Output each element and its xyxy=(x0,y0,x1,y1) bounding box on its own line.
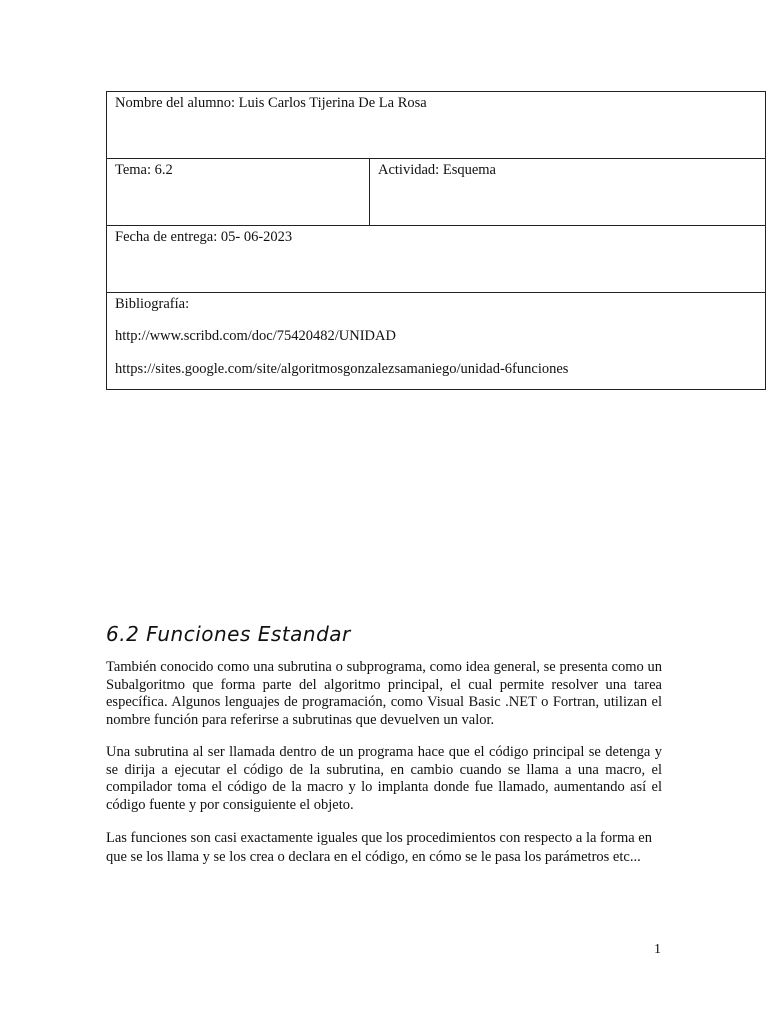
tema-cell xyxy=(107,159,370,226)
fecha-entrega: Fecha de entrega: 05- 06-2023 xyxy=(115,229,293,245)
table-row-bibliografia xyxy=(107,293,766,390)
bibliografia-cell xyxy=(107,293,766,390)
student-name-cell xyxy=(107,92,766,159)
tema-label: Tema: 6.2 xyxy=(115,162,173,178)
section-body xyxy=(106,659,662,882)
section-title: 6.2 Funciones Estandar xyxy=(106,622,351,646)
bibliografia-link-google-sites: https://sites.google.com/site/algoritmosgonzalezsamaniego/unidad-6funciones xyxy=(115,360,569,377)
student-info-table xyxy=(106,91,766,390)
table-row-student xyxy=(107,92,766,159)
paragraph-subrutina: Una subrutina al ser llamada dentro de un programa hace que el código principal se detenga y se dirija a ejecutar el código de la subrutina, en cambio cuando se llama a una macro, el compilador toma el código de la macro y lo implanta donde fue llamado, aumentando así el código fuente y por consiguiente el objeto. xyxy=(106,744,662,813)
bibliografia-link-scribd: http://www.scribd.com/doc/75420482/UNIDAD xyxy=(115,328,396,345)
actividad-label: Actividad: Esquema xyxy=(378,162,496,178)
bibliografia-label: Bibliografía: xyxy=(115,296,190,312)
page-number: 1 xyxy=(654,942,661,957)
paragraph-funciones: Las funciones son casi exactamente iguales que los procedimientos con respecto a la forma en que se los llama y se los crea o declara en el código, en cómo se le pasa los parámetros etc... xyxy=(106,830,652,865)
table-row-tema xyxy=(107,159,766,226)
actividad-cell xyxy=(370,159,766,226)
fecha-cell xyxy=(107,226,766,293)
table-row-fecha xyxy=(107,226,766,293)
student-name: Nombre del alumno: Luis Carlos Tijerina De La Rosa xyxy=(115,95,427,111)
paragraph-definicion: También conocido como una subrutina o subprograma, como idea general, se presenta como un Subalgoritmo que forma parte del algoritmo principal, el cual permite resolver una tarea específica. Algunos lenguajes de programación, como Visual Basic .NET o Fortran, utilizan el nombre función para referirse a subrutinas que devuelven un valor. xyxy=(106,659,662,728)
